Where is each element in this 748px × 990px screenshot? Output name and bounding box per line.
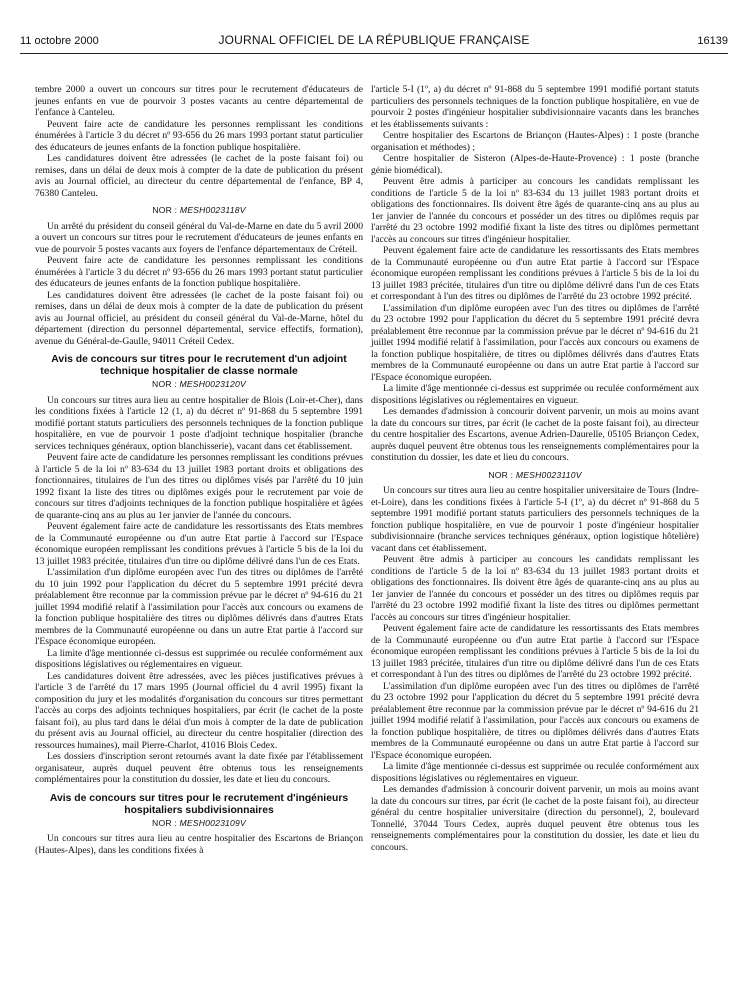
left-column (35, 84, 363, 856)
nor-reference (35, 205, 363, 217)
nor-reference (371, 470, 699, 482)
nor-code: MESH0023110V (515, 469, 582, 480)
notice-heading: Avis de concours sur titres pour le recrutement d'ingénieurs hospitaliers subdivisionnaires (49, 792, 349, 816)
paragraph: La limite d'âge mentionnée ci-dessus est supprimée ou reculée conformément aux dispositions législatives ou réglementaires en vigueur. (35, 647, 363, 670)
paragraph: Un concours sur titres aura lieu au centre hospitalier de Blois (Loir-et-Cher), dans les conditions fixées à l'article 12 (1, a) du décret nº 91-868 du 5 septembre 1991 modifié portant statuts particuliers des personnels techniques de la fonction publique hospitalière, en vue de pourvoir 1 poste d'adjoint technique hospitalier (branche services techniques généraux, option blanchisserie), vacant dans cet établissement. (35, 394, 363, 452)
nor-label: NOR : (152, 379, 177, 389)
paragraph: Peuvent être admis à participer au concours les candidats remplissant les conditions de l'article 5 de la loi nº 83-634 du 13 juillet 1983 portant droits et obligations des fonctionnaires. Ils doivent être âgés de quarante-cinq ans au plus au 1er janvier de l'année du concours et posséder un des titres ou diplômes requis par l'arrêté du 23 octobre 1992 modifié fixant la liste des titres ou diplômes permettant l'accès au concours sur titres d'ingénieur hospitalier. (371, 554, 699, 623)
paragraph: L'assimilation d'un diplôme européen avec l'un des titres ou diplômes de l'arrêté du 23 octobre 1992 pour l'application du décret du 5 septembre 1991 précité devra préalablement être reconnue par la commission prévue par le décret nº 94-616 du 21 juillet 1994 modifié relatif à l'assimilation, pour l'accès aux concours ou examens de la fonction publique hospitalière, de titres ou diplômes délivrés dans d'autres Etats membres de la Communauté européenne ou dans un autre Etat partie à l'accord sur l'Espace économique européen. (371, 302, 699, 383)
paragraph: Un concours sur titres aura lieu au centre hospitalier universitaire de Tours (Indre-et-Loire), dans les conditions fixées à l'article 5-I (1º, a) du décret nº 91-868 du 5 septembre 1991 modifié portant statuts particuliers des personnels techniques de la fonction publique hospitalière, en vue de pourvoir 1 poste d'ingénieur hospitalier subdivisionnaire (branche services techniques généraux, option logistique hôtelière) vacant dans cet établissement. (371, 485, 699, 554)
nor-label: NOR : (488, 469, 514, 480)
paragraph: Peuvent également faire acte de candidature les ressortissants des Etats membres de la Communauté européenne ou d'un autre Etat partie à l'accord sur l'Espace économique européen remplissant les conditions prévues à l'article 5 bis de la loi du 13 juillet 1983 précitée, titulaires d'un titre ou diplôme délivré dans l'un de ces Etats. (35, 521, 363, 567)
right-column (371, 84, 699, 853)
paragraph: L'assimilation d'un diplôme européen avec l'un des titres ou diplômes de l'arrêté du 10 juin 1992 pour l'application du décret du 5 septembre 1991 précité devra préalablement être reconnue par la commission prévue par le décret nº 94-616 du 21 juillet 1994 modifié relatif à l'assimilation pour l'accès aux concours ou examens de la fonction publique hospitalière des titres ou diplômes délivrés dans d'autres Etats membres de la Communauté européenne ou dans un autre Etat partie à l'accord sur l'Espace économique européen. (35, 567, 363, 647)
nor-code: MESH0023120V (179, 379, 246, 389)
paragraph: Peuvent faire acte de candidature les personnes remplissant les conditions énumérées à l'article 3 du décret nº 93-656 du 26 mars 1993 portant statut particulier des éducateurs de jeunes enfants de la fonction publique hospitalière. (35, 118, 363, 153)
paragraph: Centre hospitalier de Sisteron (Alpes-de-Haute-Provence) : 1 poste (branche génie biomédical). (371, 153, 699, 176)
paragraph: Peuvent être admis à participer au concours les candidats remplissant les conditions de l'article 5 de la loi nº 83-634 du 13 juillet 1983 portant droits et obligations des fonctionnaires. Ils doivent être âgés de quarante-cinq ans au plus au 1er janvier de l'année du concours et posséder un des titres ou diplômes requis par l'arrêté du 23 octobre 1992 modifié fixant la liste des titres ou diplômes permettant l'accès au concours sur titres d'ingénieur hospitalier. (371, 176, 699, 245)
paragraph: Les candidatures doivent être adressées (le cachet de la poste faisant foi) ou remises, dans un délai de deux mois à compter de la date de publication du présent avis au Journal officiel, au directeur du centre départemental de l'enfance, BP 4, 76380 Canteleu. (35, 153, 363, 199)
paragraph: Centre hospitalier des Escartons de Briançon (Hautes-Alpes) : 1 poste (branche organisation et méthodes) ; (371, 130, 699, 153)
paragraph: Peuvent faire acte de candidature les personnes remplissant les conditions prévues à l'article 5 de la loi nº 83-634 du 13 juillet 1983 portant droits et obligations des fonctionnaires, titulaires de l'un des titres ou diplômes visés par l'arrêté du 10 juin 1992 fixant la liste des titres ou diplômes exigés pour le recrutement par voie de concours sur titres d'adjoints techniques de la fonction publique hospitalière et âgées de quarante-cinq ans au plus au 1er janvier de l'année du concours. (35, 452, 363, 521)
paragraph: Les candidatures doivent être adressées (le cachet de la poste faisant foi) ou remises, dans un délai de deux mois à compter de la date de publication du présent avis au Journal officiel, au président du conseil général du Val-de-Marne, hôtel du département (direction du personnel départemental, service effectifs, formation), avenue du Général-de-Gaulle, 94011 Créteil Cedex. (35, 289, 363, 347)
paragraph: Peuvent également faire acte de candidature les ressortissants des Etats membres de la Communauté européenne ou d'un autre Etat partie à l'accord sur l'Espace économique européen remplissant les conditions prévues à l'article 5 bis de la loi du 13 juillet 1983 précitée, titulaires d'un titre ou diplôme délivré dans l'un de ces Etats et correspondant à l'un des titres ou diplômes de l'arrêté du 23 octobre 1992 précité. (371, 245, 699, 302)
journal-title: JOURNAL OFFICIEL DE LA RÉPUBLIQUE FRANÇAISE (218, 33, 530, 47)
paragraph: Un arrêté du président du conseil général du Val-de-Marne en date du 5 avril 2000 a ouvert un concours sur titres pour le recrutement d'éducateurs de jeunes enfants en vue de pourvoir 5 postes vacants aux foyers de l'enfance départementaux de Créteil. (35, 220, 363, 255)
paragraph: Les candidatures doivent être adressées, avec les pièces justificatives prévues à l'article 3 de l'arrêté du 17 mars 1995 (Journal officiel du 4 avril 1995) fixant la composition du jury et les modalités d'organisation du concours sur titres permettant l'accès au corps des adjoints techniques hospitaliers, par écrit (le cachet de la poste faisant foi), au plus tard dans le délai d'un mois à compter de la date de publication du présent avis au Journal officiel, au directeur du centre hospitalier (direction des ressources humaines), mail Pierre-Charlot, 41016 Blois Cedex. (35, 670, 363, 751)
nor-code: MESH0023118V (179, 205, 246, 215)
page-header (20, 31, 728, 54)
paragraph: L'assimilation d'un diplôme européen avec l'un des titres ou diplômes de l'arrêté du 23 octobre 1992 pour l'application du décret du 5 septembre 1991 précité devra préalablement être reconnue par la commission prévue par le décret nº 94-616 du 21 juillet 1994 modifié relatif à l'assimilation, pour l'accès aux concours ou examens de la fonction publique hospitalière, de titres ou diplômes délivrés dans d'autres Etats membres de la Communauté européenne ou dans un autre Etat partie à l'accord sur l'Espace économique européen. (371, 680, 699, 761)
paragraph: Les dossiers d'inscription seront retournés avant la date fixée par l'établissement organisateur, auprès duquel peuvent être obtenus tous les renseignements complémentaires pour la constitution du dossier, les date et lieu du concours. (35, 751, 363, 785)
paragraph: La limite d'âge mentionnée ci-dessus est supprimée ou reculée conformément aux dispositions législatives ou réglementaires en vigueur. (371, 383, 699, 406)
nor-code: MESH0023109V (179, 817, 246, 828)
nor-reference (35, 379, 363, 391)
paragraph: Peuvent faire acte de candidature les personnes remplissant les conditions énumérées à l'article 3 du décret nº 93-656 du 26 mars 1993 portant statut particulier des éducateurs de jeunes enfants de la fonction publique hospitalière. (35, 255, 363, 289)
issue-date: 11 octobre 2000 (20, 35, 99, 47)
nor-reference (35, 818, 363, 830)
paragraph: Les demandes d'admission à concourir doivent parvenir, un mois au moins avant la date du concours sur titres, par écrit (le cachet de la poste faisant foi), au directeur du centre hospitalier des Escartons, avenue Adrien-Daurelle, 05105 Briançon Cedex, auprès duquel peuvent être obtenus tous les renseignements complémentaires pour la constitution du dossier, les date et lieu du concours. (371, 406, 699, 463)
nor-label: NOR : (152, 817, 177, 828)
page-number: 16139 (697, 35, 728, 47)
paragraph: tembre 2000 a ouvert un concours sur titres pour le recrutement d'éducateurs de jeunes enfants en vue de pourvoir 3 postes vacants au centre départemental de l'enfance à Canteleu. (35, 84, 363, 118)
paragraph: l'article 5-I (1º, a) du décret nº 91-868 du 5 septembre 1991 modifié portant statuts particuliers des personnels techniques de la fonction publique hospitalière, en vue de pourvoir 2 postes d'ingénieur hospitalier subdivisionnaire vacants dans les branches et les établissements suivants : (371, 84, 699, 130)
paragraph: Peuvent également faire acte de candidature les ressortissants des Etats membres de la Communauté européenne ou d'un autre Etat partie à l'accord sur l'Espace économique européen remplissant les conditions prévues à l'article 5 bis de la loi du 13 juillet 1983 précitée, titulaires d'un titre ou diplôme délivré dans l'un de ces Etats et correspondant à l'un des titres ou diplômes de l'arrêté du 23 octobre 1992 précité. (371, 623, 699, 680)
paragraph: La limite d'âge mentionnée ci-dessus est supprimée ou reculée conformément aux dispositions législatives ou réglementaires en vigueur. (371, 761, 699, 784)
paragraph: Un concours sur titres aura lieu au centre hospitalier des Escartons de Briançon (Hautes-Alpes), dans les conditions fixées à (35, 833, 363, 856)
notice-heading: Avis de concours sur titres pour le recrutement d'un adjoint technique hospitalier de classe normale (51, 354, 347, 377)
paragraph: Les demandes d'admission à concourir doivent parvenir, un mois au moins avant la date du concours sur titres, par écrit (le cachet de la poste faisant foi), au directeur général du centre hospitalier universitaire (direction du personnel), 2, boulevard Tonnellé, 37044 Tours Cedex, auprès duquel peuvent être obtenus tous les renseignements complémentaires pour la constitution du dossier, les date et lieu du concours. (371, 784, 699, 853)
nor-label: NOR : (152, 205, 178, 215)
